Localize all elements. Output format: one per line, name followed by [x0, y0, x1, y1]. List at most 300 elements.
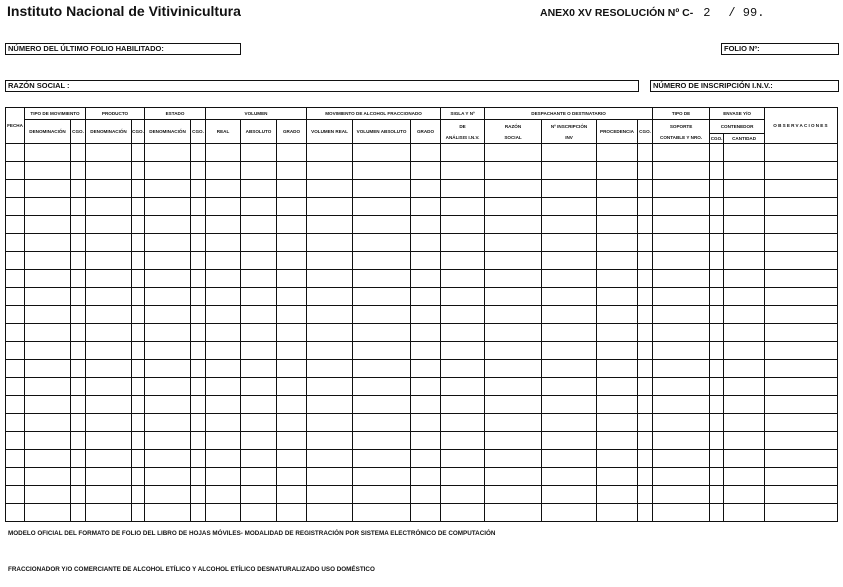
table-cell[interactable] — [724, 288, 765, 306]
table-cell[interactable] — [71, 504, 86, 522]
table-cell[interactable] — [542, 324, 597, 342]
table-cell[interactable] — [132, 198, 145, 216]
table-cell[interactable] — [206, 396, 241, 414]
table-cell[interactable] — [638, 378, 653, 396]
table-cell[interactable] — [653, 234, 710, 252]
table-cell[interactable] — [724, 414, 765, 432]
table-cell[interactable] — [710, 432, 724, 450]
table-cell[interactable] — [710, 324, 724, 342]
table-cell[interactable] — [411, 198, 441, 216]
table-cell[interactable] — [638, 504, 653, 522]
table-cell[interactable] — [597, 162, 638, 180]
table-cell[interactable] — [6, 324, 25, 342]
table-cell[interactable] — [597, 198, 638, 216]
table-cell[interactable] — [206, 432, 241, 450]
table-cell[interactable] — [765, 324, 838, 342]
table-cell[interactable] — [241, 180, 277, 198]
table-cell[interactable] — [277, 252, 307, 270]
table-cell[interactable] — [191, 432, 206, 450]
table-cell[interactable] — [441, 144, 485, 162]
table-cell[interactable] — [191, 414, 206, 432]
table-cell[interactable] — [441, 306, 485, 324]
table-cell[interactable] — [71, 144, 86, 162]
table-cell[interactable] — [653, 468, 710, 486]
table-cell[interactable] — [638, 468, 653, 486]
table-cell[interactable] — [724, 198, 765, 216]
table-cell[interactable] — [638, 270, 653, 288]
table-cell[interactable] — [71, 396, 86, 414]
table-cell[interactable] — [132, 396, 145, 414]
table-cell[interactable] — [191, 324, 206, 342]
table-cell[interactable] — [353, 198, 411, 216]
table-cell[interactable] — [206, 450, 241, 468]
table-cell[interactable] — [710, 216, 724, 234]
table-cell[interactable] — [411, 486, 441, 504]
table-cell[interactable] — [277, 396, 307, 414]
table-cell[interactable] — [411, 396, 441, 414]
table-cell[interactable] — [145, 252, 191, 270]
table-cell[interactable] — [25, 432, 71, 450]
table-cell[interactable] — [441, 378, 485, 396]
table-cell[interactable] — [132, 504, 145, 522]
table-cell[interactable] — [191, 288, 206, 306]
table-cell[interactable] — [485, 432, 542, 450]
table-cell[interactable] — [132, 342, 145, 360]
table-cell[interactable] — [638, 252, 653, 270]
table-cell[interactable] — [710, 342, 724, 360]
table-cell[interactable] — [241, 342, 277, 360]
table-cell[interactable] — [277, 144, 307, 162]
table-cell[interactable] — [241, 252, 277, 270]
table-cell[interactable] — [241, 234, 277, 252]
table-cell[interactable] — [86, 180, 132, 198]
table-cell[interactable] — [191, 504, 206, 522]
table-cell[interactable] — [485, 144, 542, 162]
table-cell[interactable] — [441, 162, 485, 180]
ultimo-folio-field[interactable]: NÚMERO DEL ÚLTIMO FOLIO HABILITADO: — [5, 43, 241, 55]
table-cell[interactable] — [441, 342, 485, 360]
table-cell[interactable] — [206, 234, 241, 252]
table-cell[interactable] — [191, 180, 206, 198]
table-cell[interactable] — [71, 378, 86, 396]
table-cell[interactable] — [86, 342, 132, 360]
table-cell[interactable] — [353, 432, 411, 450]
table-cell[interactable] — [765, 180, 838, 198]
table-cell[interactable] — [653, 360, 710, 378]
table-cell[interactable] — [277, 324, 307, 342]
table-cell[interactable] — [411, 288, 441, 306]
table-cell[interactable] — [542, 468, 597, 486]
table-cell[interactable] — [71, 324, 86, 342]
table-cell[interactable] — [206, 180, 241, 198]
table-cell[interactable] — [353, 360, 411, 378]
table-cell[interactable] — [765, 216, 838, 234]
table-cell[interactable] — [86, 432, 132, 450]
table-cell[interactable] — [710, 504, 724, 522]
table-cell[interactable] — [710, 306, 724, 324]
table-cell[interactable] — [485, 468, 542, 486]
table-cell[interactable] — [441, 198, 485, 216]
table-cell[interactable] — [277, 216, 307, 234]
table-cell[interactable] — [132, 288, 145, 306]
table-cell[interactable] — [441, 396, 485, 414]
table-cell[interactable] — [6, 270, 25, 288]
table-cell[interactable] — [191, 342, 206, 360]
table-cell[interactable] — [353, 234, 411, 252]
table-cell[interactable] — [411, 324, 441, 342]
table-cell[interactable] — [132, 450, 145, 468]
table-cell[interactable] — [411, 468, 441, 486]
table-cell[interactable] — [191, 144, 206, 162]
table-cell[interactable] — [765, 360, 838, 378]
table-cell[interactable] — [206, 270, 241, 288]
table-cell[interactable] — [353, 504, 411, 522]
table-cell[interactable] — [765, 414, 838, 432]
table-cell[interactable] — [542, 504, 597, 522]
table-cell[interactable] — [307, 504, 353, 522]
table-cell[interactable] — [6, 414, 25, 432]
table-cell[interactable] — [597, 180, 638, 198]
table-cell[interactable] — [597, 216, 638, 234]
table-cell[interactable] — [86, 378, 132, 396]
table-cell[interactable] — [86, 504, 132, 522]
table-cell[interactable] — [485, 378, 542, 396]
table-cell[interactable] — [653, 162, 710, 180]
table-cell[interactable] — [307, 432, 353, 450]
table-cell[interactable] — [86, 360, 132, 378]
table-cell[interactable] — [542, 180, 597, 198]
table-cell[interactable] — [441, 468, 485, 486]
table-cell[interactable] — [710, 396, 724, 414]
table-cell[interactable] — [485, 342, 542, 360]
table-cell[interactable] — [86, 288, 132, 306]
table-cell[interactable] — [191, 450, 206, 468]
table-cell[interactable] — [25, 414, 71, 432]
table-cell[interactable] — [71, 162, 86, 180]
table-cell[interactable] — [765, 252, 838, 270]
table-cell[interactable] — [411, 234, 441, 252]
table-cell[interactable] — [145, 342, 191, 360]
table-cell[interactable] — [653, 198, 710, 216]
table-cell[interactable] — [307, 468, 353, 486]
table-cell[interactable] — [277, 180, 307, 198]
table-cell[interactable] — [441, 324, 485, 342]
table-cell[interactable] — [241, 288, 277, 306]
table-cell[interactable] — [71, 468, 86, 486]
table-cell[interactable] — [765, 144, 838, 162]
table-cell[interactable] — [542, 342, 597, 360]
table-cell[interactable] — [25, 468, 71, 486]
table-cell[interactable] — [411, 180, 441, 198]
table-cell[interactable] — [132, 432, 145, 450]
table-cell[interactable] — [6, 486, 25, 504]
table-cell[interactable] — [765, 504, 838, 522]
table-cell[interactable] — [277, 162, 307, 180]
table-cell[interactable] — [206, 216, 241, 234]
table-cell[interactable] — [710, 144, 724, 162]
table-cell[interactable] — [710, 414, 724, 432]
table-cell[interactable] — [710, 198, 724, 216]
table-cell[interactable] — [145, 396, 191, 414]
table-cell[interactable] — [145, 468, 191, 486]
table-cell[interactable] — [653, 270, 710, 288]
table-cell[interactable] — [277, 504, 307, 522]
table-cell[interactable] — [653, 414, 710, 432]
table-cell[interactable] — [241, 144, 277, 162]
table-cell[interactable] — [132, 216, 145, 234]
table-cell[interactable] — [724, 468, 765, 486]
table-cell[interactable] — [653, 486, 710, 504]
table-cell[interactable] — [307, 198, 353, 216]
table-cell[interactable] — [710, 486, 724, 504]
table-cell[interactable] — [241, 396, 277, 414]
table-cell[interactable] — [485, 360, 542, 378]
table-cell[interactable] — [441, 216, 485, 234]
table-cell[interactable] — [86, 144, 132, 162]
table-cell[interactable] — [485, 252, 542, 270]
table-cell[interactable] — [411, 162, 441, 180]
table-cell[interactable] — [71, 270, 86, 288]
table-cell[interactable] — [411, 432, 441, 450]
table-cell[interactable] — [710, 180, 724, 198]
table-cell[interactable] — [71, 216, 86, 234]
table-cell[interactable] — [307, 162, 353, 180]
table-cell[interactable] — [724, 180, 765, 198]
table-cell[interactable] — [485, 414, 542, 432]
table-cell[interactable] — [653, 342, 710, 360]
table-cell[interactable] — [353, 468, 411, 486]
table-cell[interactable] — [653, 180, 710, 198]
table-cell[interactable] — [86, 198, 132, 216]
table-cell[interactable] — [71, 360, 86, 378]
table-cell[interactable] — [241, 162, 277, 180]
table-cell[interactable] — [277, 270, 307, 288]
table-cell[interactable] — [277, 198, 307, 216]
table-cell[interactable] — [25, 252, 71, 270]
table-cell[interactable] — [307, 234, 353, 252]
table-cell[interactable] — [6, 216, 25, 234]
table-cell[interactable] — [638, 144, 653, 162]
table-cell[interactable] — [145, 234, 191, 252]
table-cell[interactable] — [25, 180, 71, 198]
table-cell[interactable] — [25, 342, 71, 360]
table-cell[interactable] — [132, 324, 145, 342]
table-cell[interactable] — [241, 270, 277, 288]
table-cell[interactable] — [353, 288, 411, 306]
table-cell[interactable] — [638, 234, 653, 252]
table-cell[interactable] — [411, 360, 441, 378]
table-cell[interactable] — [441, 504, 485, 522]
table-cell[interactable] — [71, 432, 86, 450]
table-cell[interactable] — [597, 432, 638, 450]
table-cell[interactable] — [25, 504, 71, 522]
table-cell[interactable] — [25, 396, 71, 414]
table-cell[interactable] — [724, 324, 765, 342]
table-cell[interactable] — [710, 468, 724, 486]
table-cell[interactable] — [25, 198, 71, 216]
table-cell[interactable] — [353, 450, 411, 468]
table-cell[interactable] — [277, 450, 307, 468]
table-cell[interactable] — [653, 378, 710, 396]
table-cell[interactable] — [542, 270, 597, 288]
table-cell[interactable] — [638, 450, 653, 468]
table-cell[interactable] — [411, 414, 441, 432]
table-cell[interactable] — [353, 378, 411, 396]
table-cell[interactable] — [145, 270, 191, 288]
table-cell[interactable] — [25, 288, 71, 306]
table-cell[interactable] — [597, 360, 638, 378]
table-cell[interactable] — [638, 162, 653, 180]
table-cell[interactable] — [485, 162, 542, 180]
table-cell[interactable] — [206, 324, 241, 342]
table-cell[interactable] — [411, 504, 441, 522]
table-cell[interactable] — [307, 306, 353, 324]
razon-social-field[interactable]: RAZÓN SOCIAL : — [5, 80, 639, 92]
table-cell[interactable] — [86, 414, 132, 432]
table-cell[interactable] — [206, 252, 241, 270]
table-cell[interactable] — [765, 468, 838, 486]
table-cell[interactable] — [597, 342, 638, 360]
table-cell[interactable] — [542, 234, 597, 252]
table-cell[interactable] — [353, 342, 411, 360]
table-cell[interactable] — [132, 378, 145, 396]
table-cell[interactable] — [542, 306, 597, 324]
table-cell[interactable] — [441, 414, 485, 432]
table-cell[interactable] — [724, 252, 765, 270]
table-cell[interactable] — [724, 450, 765, 468]
table-cell[interactable] — [765, 288, 838, 306]
table-cell[interactable] — [206, 288, 241, 306]
table-cell[interactable] — [307, 180, 353, 198]
table-cell[interactable] — [724, 504, 765, 522]
table-cell[interactable] — [277, 288, 307, 306]
table-cell[interactable] — [191, 198, 206, 216]
table-cell[interactable] — [441, 432, 485, 450]
table-cell[interactable] — [411, 450, 441, 468]
table-cell[interactable] — [206, 486, 241, 504]
table-cell[interactable] — [277, 342, 307, 360]
table-cell[interactable] — [765, 342, 838, 360]
table-cell[interactable] — [653, 432, 710, 450]
table-cell[interactable] — [411, 144, 441, 162]
table-cell[interactable] — [25, 234, 71, 252]
table-cell[interactable] — [86, 396, 132, 414]
table-cell[interactable] — [145, 324, 191, 342]
table-cell[interactable] — [307, 414, 353, 432]
table-cell[interactable] — [638, 216, 653, 234]
table-cell[interactable] — [241, 468, 277, 486]
table-cell[interactable] — [25, 450, 71, 468]
table-cell[interactable] — [145, 450, 191, 468]
table-cell[interactable] — [132, 162, 145, 180]
table-cell[interactable] — [241, 324, 277, 342]
table-cell[interactable] — [307, 360, 353, 378]
table-cell[interactable] — [6, 162, 25, 180]
table-cell[interactable] — [191, 468, 206, 486]
table-cell[interactable] — [353, 252, 411, 270]
table-cell[interactable] — [206, 144, 241, 162]
table-cell[interactable] — [71, 180, 86, 198]
table-cell[interactable] — [206, 162, 241, 180]
table-cell[interactable] — [724, 396, 765, 414]
table-cell[interactable] — [307, 324, 353, 342]
table-cell[interactable] — [206, 306, 241, 324]
table-cell[interactable] — [86, 162, 132, 180]
table-cell[interactable] — [191, 306, 206, 324]
table-cell[interactable] — [277, 234, 307, 252]
table-cell[interactable] — [542, 396, 597, 414]
table-cell[interactable] — [353, 144, 411, 162]
table-cell[interactable] — [25, 324, 71, 342]
table-cell[interactable] — [653, 288, 710, 306]
table-cell[interactable] — [765, 162, 838, 180]
table-cell[interactable] — [191, 162, 206, 180]
table-cell[interactable] — [411, 306, 441, 324]
table-cell[interactable] — [638, 306, 653, 324]
table-cell[interactable] — [145, 360, 191, 378]
table-cell[interactable] — [191, 252, 206, 270]
table-cell[interactable] — [6, 450, 25, 468]
table-cell[interactable] — [710, 378, 724, 396]
table-cell[interactable] — [597, 450, 638, 468]
table-cell[interactable] — [724, 432, 765, 450]
table-cell[interactable] — [307, 486, 353, 504]
table-cell[interactable] — [353, 486, 411, 504]
table-cell[interactable] — [6, 252, 25, 270]
table-cell[interactable] — [71, 234, 86, 252]
table-cell[interactable] — [25, 162, 71, 180]
table-cell[interactable] — [277, 360, 307, 378]
table-cell[interactable] — [25, 360, 71, 378]
table-cell[interactable] — [353, 324, 411, 342]
table-cell[interactable] — [132, 306, 145, 324]
table-cell[interactable] — [71, 450, 86, 468]
table-cell[interactable] — [241, 306, 277, 324]
table-cell[interactable] — [653, 252, 710, 270]
table-cell[interactable] — [542, 288, 597, 306]
table-cell[interactable] — [638, 486, 653, 504]
table-cell[interactable] — [277, 414, 307, 432]
table-cell[interactable] — [307, 144, 353, 162]
table-cell[interactable] — [710, 234, 724, 252]
table-cell[interactable] — [597, 504, 638, 522]
table-cell[interactable] — [765, 486, 838, 504]
table-cell[interactable] — [86, 486, 132, 504]
table-cell[interactable] — [145, 216, 191, 234]
table-cell[interactable] — [485, 234, 542, 252]
table-cell[interactable] — [765, 234, 838, 252]
table-cell[interactable] — [241, 414, 277, 432]
table-cell[interactable] — [353, 180, 411, 198]
table-cell[interactable] — [411, 270, 441, 288]
table-cell[interactable] — [597, 324, 638, 342]
table-cell[interactable] — [542, 450, 597, 468]
table-cell[interactable] — [132, 234, 145, 252]
table-cell[interactable] — [206, 468, 241, 486]
table-cell[interactable] — [353, 162, 411, 180]
table-cell[interactable] — [765, 378, 838, 396]
table-cell[interactable] — [597, 288, 638, 306]
table-cell[interactable] — [653, 216, 710, 234]
table-cell[interactable] — [132, 468, 145, 486]
table-cell[interactable] — [6, 144, 25, 162]
table-cell[interactable] — [307, 396, 353, 414]
table-cell[interactable] — [353, 414, 411, 432]
table-cell[interactable] — [710, 450, 724, 468]
table-cell[interactable] — [307, 252, 353, 270]
table-cell[interactable] — [485, 324, 542, 342]
table-cell[interactable] — [206, 414, 241, 432]
